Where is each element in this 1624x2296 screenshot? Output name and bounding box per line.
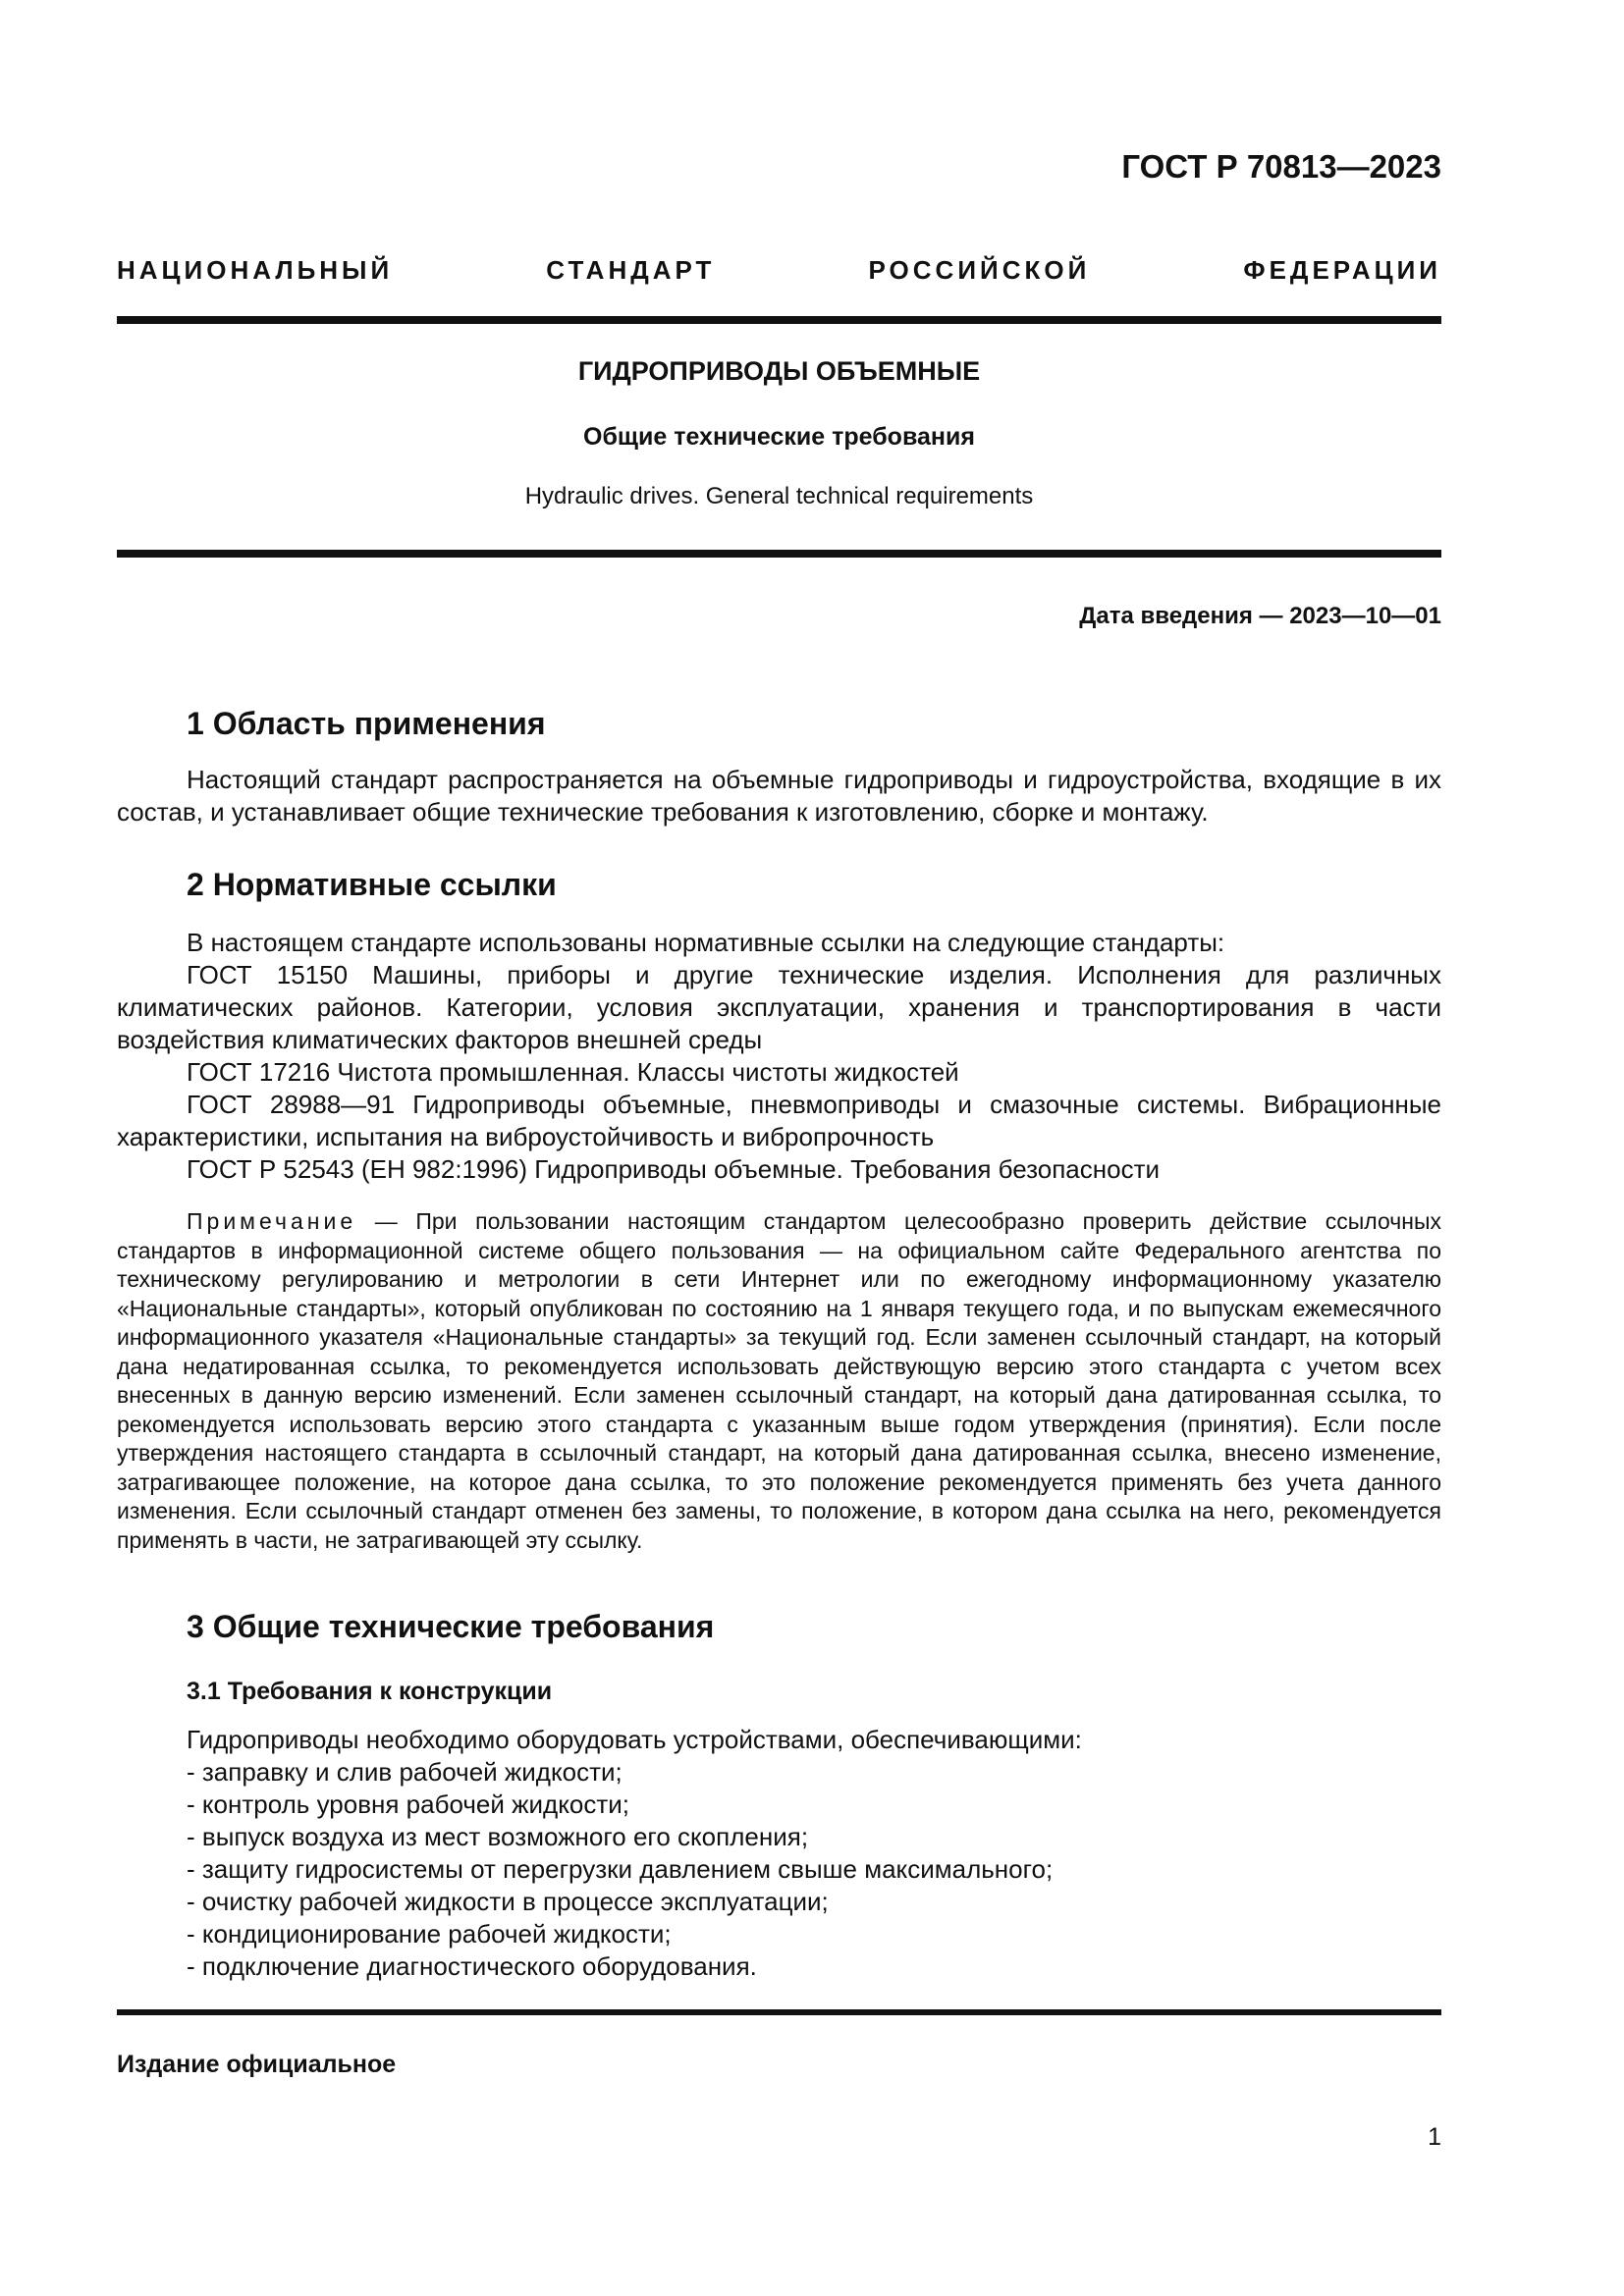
document-number: ГОСТ Р 70813—2023: [1121, 148, 1441, 185]
document-subtitle: Общие технические требования: [583, 423, 975, 451]
list-item: - заправку и слив рабочей жидкости;: [187, 1757, 623, 1787]
reference-gost-r-52543: ГОСТ Р 52543 (ЕН 982:1996) Гидроприводы объемные. Требования безопасности: [187, 1154, 1161, 1184]
section-1-heading: 1 Область применения: [187, 706, 546, 741]
list-item: - очистку рабочей жидкости в процессе эксплуатации;: [187, 1887, 829, 1916]
reference-gost-15150: ГОСТ 15150 Машины, приборы и другие технические изделия. Исполнения для различных климатических районов. Категории, условия эксплуатации, хранения и транспортирования в части воздействия климатических факторов внешней среды: [117, 960, 1441, 1054]
introduction-date: Дата введения — 2023—10—01: [1079, 603, 1441, 629]
note-paragraph: [117, 1207, 1441, 1555]
section-2-heading: 2 Нормативные ссылки: [187, 867, 557, 902]
reference-gost-17216: ГОСТ 17216 Чистота промышленная. Классы чистоты жидкостей: [187, 1057, 959, 1087]
subsection-3-1-heading: 3.1 Требования к конструкции: [187, 1678, 553, 1705]
list-item: - контроль уровня рабочей жидкости;: [187, 1789, 629, 1819]
list-item: - кондиционирование рабочей жидкости;: [187, 1919, 672, 1949]
footer-rule: [117, 2009, 1441, 2015]
list-item: - защиту гидросистемы от перегрузки давлением свыше максимального;: [187, 1854, 1054, 1884]
edition-label: Издание официальное: [117, 2051, 397, 2078]
standard-banner: НАЦИОНАЛЬНЫЙ СТАНДАРТ РОССИЙСКОЙ ФЕДЕРАЦИИ: [117, 255, 1441, 285]
title-rule: [117, 550, 1441, 558]
english-title: Hydraulic drives. General technical requirements: [524, 483, 1034, 509]
document-title: ГИДРОПРИВОДЫ ОБЪЕМНЫЕ: [577, 356, 981, 386]
reference-gost-28988: ГОСТ 28988—91 Гидроприводы объемные, пневмоприводы и смазочные системы. Вибрационные характеристики, испытания на виброустойчивость и вибропрочность: [117, 1090, 1441, 1151]
list-item: - подключение диагностического оборудования.: [187, 1951, 757, 1981]
section-3-intro: Гидроприводы необходимо оборудовать устройствами, обеспечивающими:: [187, 1725, 1082, 1754]
note-label: Примечание: [187, 1208, 357, 1234]
list-item: - выпуск воздуха из мест возможного его скопления;: [187, 1822, 809, 1851]
section-3-heading: 3 Общие технические требования: [187, 1609, 715, 1644]
note-text: — При пользовании настоящим стандартом целесообразно проверить действие ссылочных стандартов в информационной системе общего пользования — на официальном сайте Федерального агентства по техническому регулированию и метрологии в сети Интернет или по ежегодному информационному указателю «Национальные стандарты», который опубликован по состоянию на 1 января текущего года, и по выпускам ежемесячного информационного указателя «Национальные стандарты» за текущий год. Если заменен ссылочный стандарт, на который дана недатированная ссылка, то рекомендуется использовать действующую версию этого стандарта с учетом всех внесенных в данную версию изменений. Если заменен ссылочный стандарт, на который дана датированная ссылка, то рекомендуется использовать версию этого стандарта с указанным выше годом утверждения (принятия). Если после утверждения настоящего стандарта в ссылочный стандарт, на который дана датированная ссылка, внесено изменение, затрагивающее положение, на которое дана ссылка, то это положение рекомендуется применять без учета данного изменения. Если ссылочный стандарт отменен без замены, то положение, в котором дана ссылка на него, рекомендуется применять в части, не затрагивающей эту ссылку.: [117, 1208, 1441, 1553]
section-2-intro: В настоящем стандарте использованы нормативные ссылки на следующие стандарты:: [187, 928, 1225, 957]
page-number: 1: [1428, 2123, 1441, 2151]
top-rule: [117, 316, 1441, 324]
section-1-text: Настоящий стандарт распространяется на объемные гидроприводы и гидроустройства, входящие в их состав, и устанавливает общие технические требования к изготовлению, сборке и монтажу.: [117, 765, 1441, 827]
